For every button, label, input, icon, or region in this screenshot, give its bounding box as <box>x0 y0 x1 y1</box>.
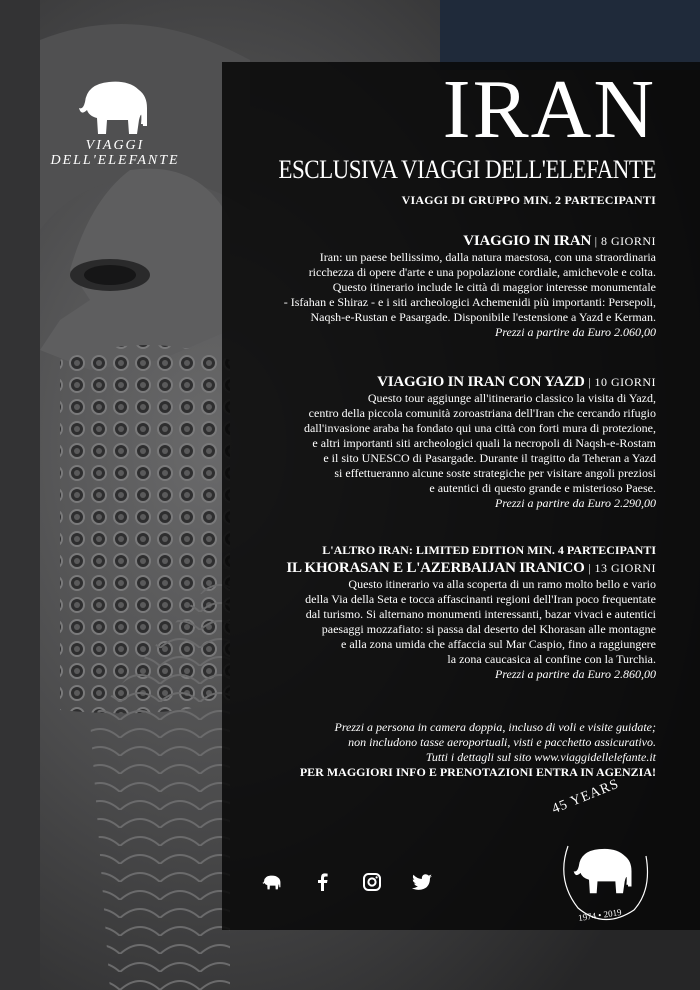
tour-price: Prezzi a partire da Euro 2.290,00 <box>495 496 656 510</box>
tour-heading <box>236 232 656 250</box>
note-line: Prezzi a persona in camera doppia, incluso di voli e visite guidate; <box>334 720 656 734</box>
tour-heading <box>236 559 656 577</box>
tour-line: Questo itinerario include le città di maggior interesse monumentale <box>332 280 656 294</box>
note-line: non includono tasse aeroportuali, visti e pacchetto assicurativo. <box>348 735 656 749</box>
elephant-icon[interactable] <box>262 872 282 892</box>
tour-name: VIAGGIO IN IRAN CON YAZD <box>377 374 585 390</box>
tour-block-iran <box>236 232 656 340</box>
note-line: Tutti i dettagli sul sito www.viaggidellelefante.it <box>425 750 656 764</box>
logo-line1: VIAGGI <box>85 138 145 153</box>
twitter-icon[interactable] <box>412 872 432 892</box>
tour-days: | 13 GIORNI <box>584 561 656 575</box>
logo-line2: DELL'ELEFANTE <box>50 153 180 168</box>
tour-line: e alla zona umida che affaccia sul Mar Caspio, fino a raggiungere <box>341 637 656 651</box>
tour-line: dall'invasione araba ha fondato qui una città con forti mura di protezione, <box>303 421 656 435</box>
tour-line: paesaggi mozzafiato: si passa dal deserto del Khorasan alle montagne <box>321 622 656 636</box>
cta-text: PER MAGGIORI INFO E PRENOTAZIONI ENTRA IN AGENZIA! <box>299 765 656 779</box>
tour-line: Questo itinerario va alla scoperta di un ramo molto bello e vario <box>348 577 656 591</box>
elephant-icon <box>574 849 632 893</box>
badge-top-text: 45 YEARS <box>550 776 622 818</box>
price-notes <box>216 720 656 780</box>
tour-line: e il sito UNESCO di Pasargade. Durante il tragitto da Teheran a Yazd <box>323 451 656 465</box>
tour-line: Questo tour aggiunge all'itinerario classico la visita di Yazd, <box>367 391 656 405</box>
tour-price: Prezzi a partire da Euro 2.060,00 <box>495 325 656 339</box>
tour-price: Prezzi a partire da Euro 2.860,00 <box>495 667 656 681</box>
tour-line: Naqsh-e-Rustan e Pasargade. Disponibile l'estensione a Yazd e Kerman. <box>310 310 656 324</box>
tour-line: - Isfahan e Shiraz - e i siti archeologici Achemenidi più importanti: Persepoli, <box>283 295 656 309</box>
elephant-icon <box>77 76 153 136</box>
tour-line: Iran: un paese bellissimo, dalla natura maestosa, con una straordinaria <box>319 250 656 264</box>
anniversary-badge <box>548 776 658 930</box>
page-title: IRAN <box>442 63 656 156</box>
group-note: VIAGGI DI GRUPPO MIN. 2 PARTECIPANTI <box>401 193 656 207</box>
tour-line: e altri importanti siti archeologici quali la necropoli di Naqsh-e-Rostam <box>312 436 656 450</box>
tour-line: e autentici di questo grande e misterioso Paese. <box>429 481 656 495</box>
brand-logo[interactable] <box>40 76 190 168</box>
tour-name: VIAGGIO IN IRAN <box>463 233 592 249</box>
badge-bottom-text: 1974 • 2019 <box>577 907 623 923</box>
tour-line: dal turismo. Si alternano monumenti interessanti, bazar vivaci e autentici <box>305 607 656 621</box>
tour-line: si effettueranno alcune soste strategiche per visitare angoli preziosi <box>334 466 656 480</box>
tour-pretitle: L'ALTRO IRAN: LIMITED EDITION MIN. 4 PARTECIPANTI <box>322 543 656 557</box>
tour-days: | 8 GIORNI <box>591 234 656 248</box>
social-links <box>262 872 432 892</box>
tour-line: centro della piccola comunità zoroastriana dell'Iran che cercando rifugio <box>308 406 656 420</box>
tour-line: della Via della Seta e tocca affascinanti regioni dell'Iran poco frequentate <box>305 592 656 606</box>
tour-name: IL KHORASAN E L'AZERBAIJAN IRANICO <box>286 560 585 576</box>
instagram-icon[interactable] <box>362 872 382 892</box>
tour-heading <box>236 373 656 391</box>
page-subtitle: ESCLUSIVA VIAGGI DELL'ELEFANTE <box>278 155 656 184</box>
tour-block-yazd <box>236 373 656 511</box>
facebook-icon[interactable] <box>312 872 332 892</box>
tour-line: la zona caucasica al confine con la Turchia. <box>447 652 656 666</box>
tour-days: | 10 GIORNI <box>584 375 656 389</box>
tour-block-khorasan <box>236 543 656 682</box>
tour-line: ricchezza di opere d'arte e una popolazione cordiale, amichevole e colta. <box>308 265 656 279</box>
